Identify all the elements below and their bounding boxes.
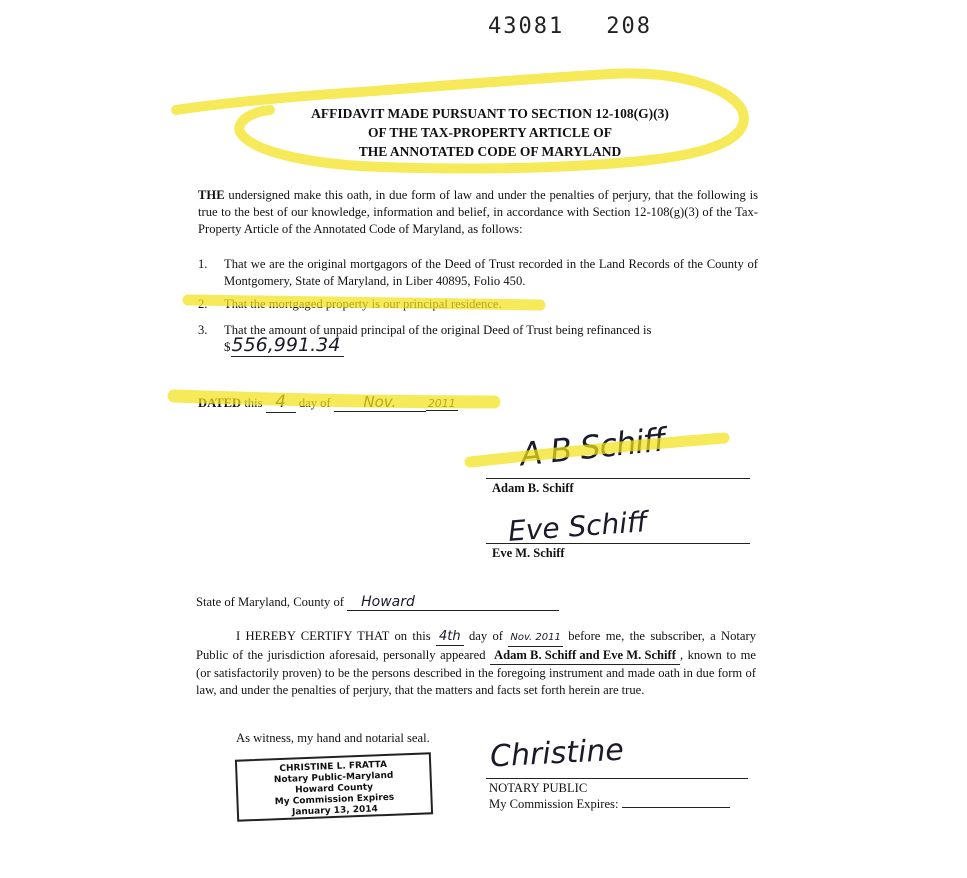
certify-part4: , known to me (or satisfactorily proven) to be the persons described in the foregoing instrument and made oath in due form of law, and under the penalties of perjury, that the matters and facts set forth herein are true. <box>196 648 756 697</box>
intro-lead: THE <box>198 188 225 202</box>
liber-number: 43081 <box>488 14 565 39</box>
stamp-line: My Commission Expires <box>274 792 395 808</box>
certify-day: 4th <box>436 628 464 646</box>
intro-paragraph <box>198 187 758 238</box>
eve-signature-text: Eve Schiff <box>507 505 649 548</box>
item-text: That the amount of unpaid principal of the original Deed of Trust being refinanced is <box>224 323 652 337</box>
dated-month: Nov. <box>334 393 426 412</box>
item-number: 2. <box>198 297 208 311</box>
state-county-label: State of Maryland, County of <box>196 595 344 609</box>
state-county-line <box>196 594 559 611</box>
notary-signature <box>489 733 624 775</box>
amount-field <box>224 334 344 357</box>
folio-number: 208 <box>606 14 652 39</box>
dated-label: DATED <box>198 396 242 410</box>
notary-title: NOTARY PUBLIC <box>489 781 588 795</box>
certification-paragraph <box>196 628 756 699</box>
adam-name: Adam B. Schiff <box>492 481 574 495</box>
dated-day-of: day of <box>298 396 331 410</box>
witness-text: As witness, my hand and notarial seal. <box>236 731 430 745</box>
stamp-line: CHRISTINE L. FRATTA <box>279 759 388 775</box>
commission-expires <box>489 797 730 812</box>
item-text: That we are the original mortgagors of the Deed of Trust recorded in the Land Records of the County of Montgomery, State of Maryland, in Liber 40895, Folio 450. <box>224 257 758 288</box>
signature-line <box>486 543 750 544</box>
adam-signature <box>518 421 665 474</box>
dated-line <box>198 392 458 413</box>
certify-part1: I HEREBY CERTIFY THAT on this <box>236 629 431 643</box>
stamp-line: Howard County <box>294 782 374 796</box>
amount-value: 556,991.34 <box>231 334 345 357</box>
certify-month-year: Nov. 2011 <box>508 629 563 647</box>
notary-stamp <box>235 752 433 821</box>
intro-text: undersigned make this oath, in due form of law and under the penalties of perjury, that the following is true to the best of our knowledge, information and belief, in accordance with Section 12-108(g)(3) of the Tax-Property Article of the Annotated Code of Maryland, as follows: <box>198 188 758 236</box>
item-number: 3. <box>198 323 208 337</box>
certify-part2: day of <box>468 629 503 643</box>
item-number: 1. <box>198 257 208 271</box>
signature-line <box>486 478 750 479</box>
commission-expires-label: My Commission Expires: <box>489 797 619 811</box>
certify-part3: before me, the subscriber, a Notary Public of the jurisdiction aforesaid, personally appeared <box>196 629 757 662</box>
title-line-3: THE ANNOTATED CODE OF MARYLAND <box>358 144 622 159</box>
stamp-line: January 13, 2014 <box>291 804 379 818</box>
signature-line <box>486 778 748 779</box>
adam-signature-text: A B Schiff <box>518 420 666 474</box>
title-line-2: OF THE TAX-PROPERTY ARTICLE OF <box>367 125 613 140</box>
dated-this: this <box>244 396 263 410</box>
certify-names: Adam B. Schiff and Eve M. Schiff <box>490 647 680 665</box>
list-item <box>198 256 758 290</box>
amount-currency: $ <box>224 339 231 354</box>
eve-name: Eve M. Schiff <box>492 546 565 560</box>
list-item <box>198 296 758 313</box>
item-text: That the mortgaged property is our principal residence. <box>224 297 502 311</box>
dated-day: 4 <box>266 392 296 413</box>
eve-signature <box>507 505 648 548</box>
stamp-line: Notary Public-Maryland <box>273 770 394 786</box>
title-line-1: AFFIDAVIT MADE PURSUANT TO SECTION 12-108(G)(3) <box>311 106 669 121</box>
page-number <box>488 14 694 39</box>
dated-year: 2011 <box>427 397 456 410</box>
county-value: Howard <box>347 594 559 611</box>
notary-signature-text: Christine <box>489 732 625 775</box>
document-title <box>270 104 710 161</box>
